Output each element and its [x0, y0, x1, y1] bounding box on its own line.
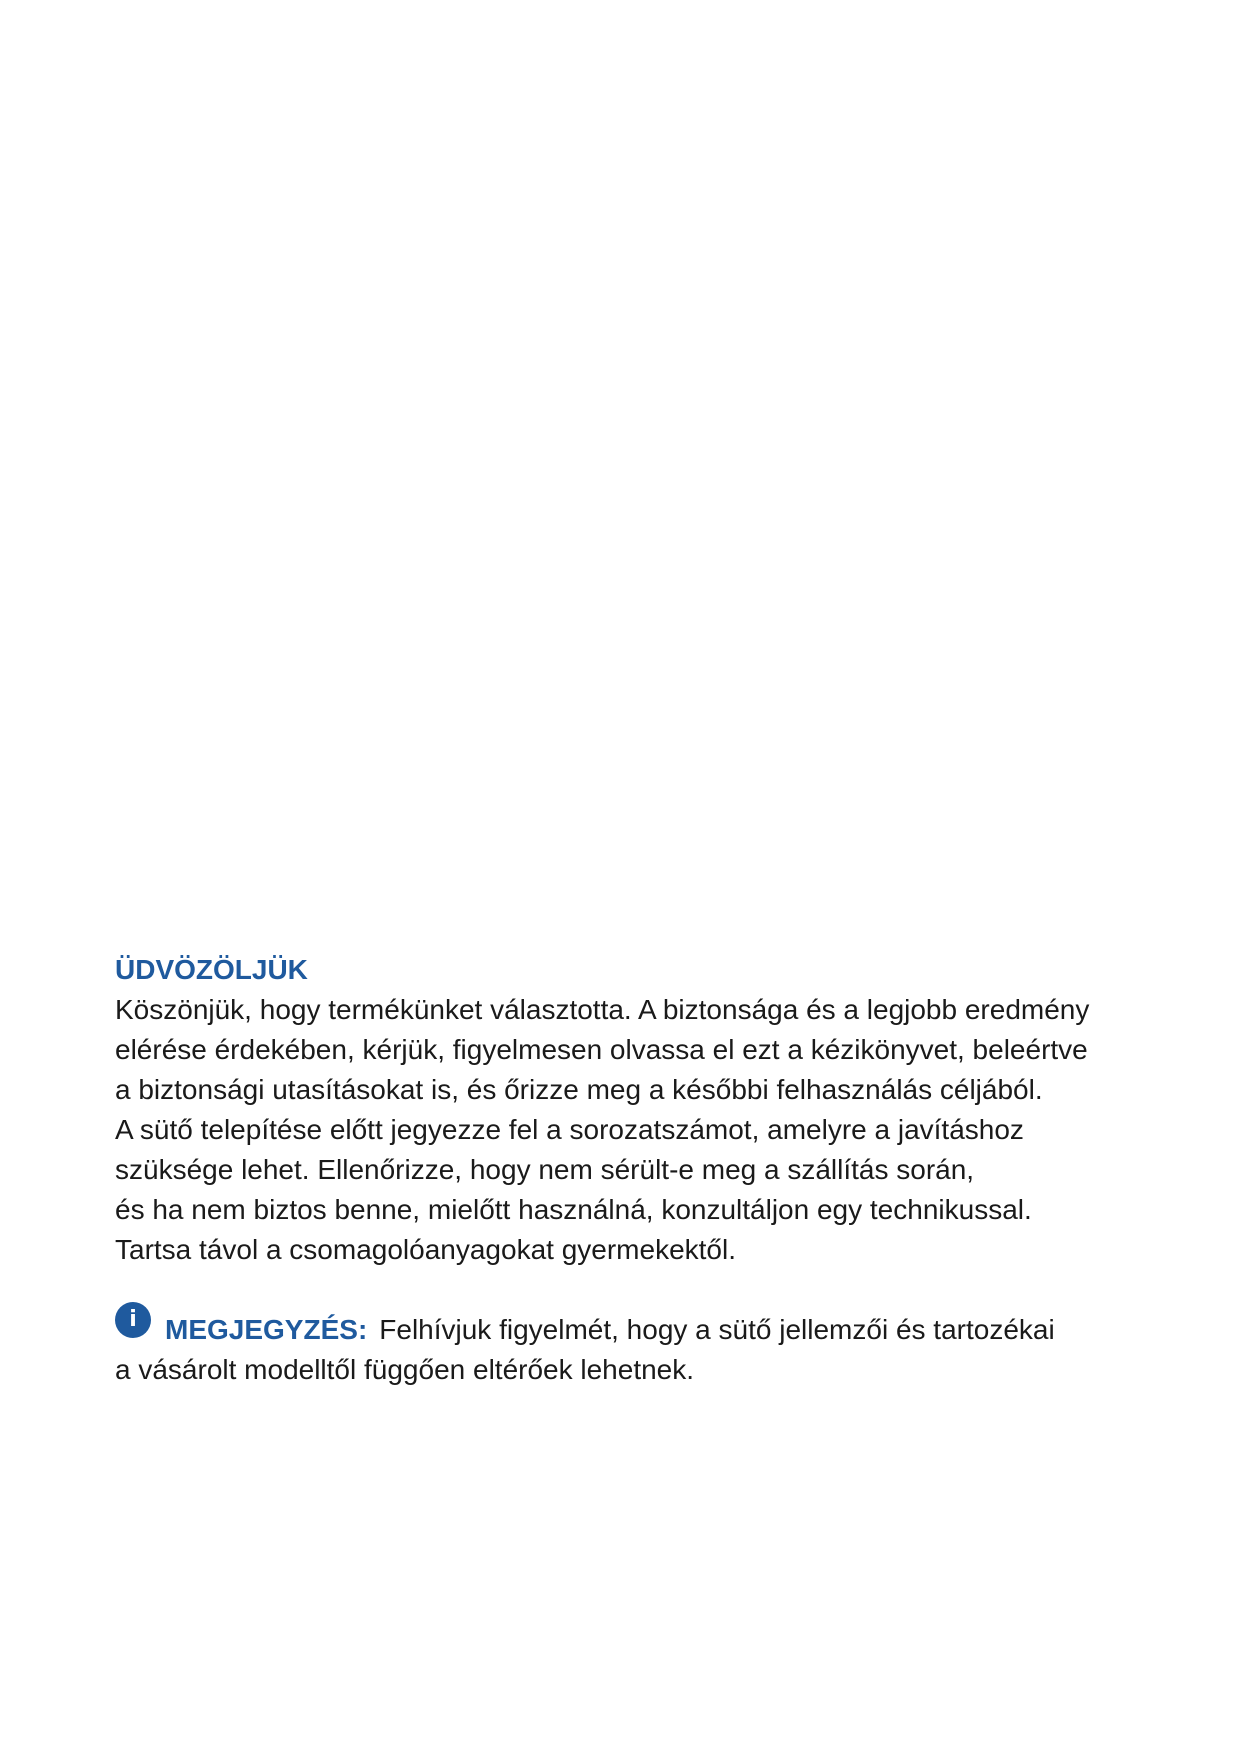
note-label: MEGJEGYZÉS:: [165, 1314, 368, 1345]
body-line-1: Köszönjük, hogy termékünket választotta. A biztonsága és a legjobb eredmény: [115, 994, 1090, 1025]
welcome-section: [115, 950, 1175, 1390]
body-line-3: a biztonsági utasításokat is, és őrizze meg a későbbi felhasználás céljából.: [115, 1074, 1043, 1105]
body-line-6: és ha nem biztos benne, mielőtt használná, konzultáljon egy technikussal.: [115, 1194, 1032, 1225]
paragraph-gap: [115, 1270, 1175, 1310]
body-line-4: A sütő telepítése előtt jegyezze fel a sorozatszámot, amelyre a javításhoz: [115, 1114, 1024, 1145]
body-line-5: szüksége lehet. Ellenőrizze, hogy nem sérült-e meg a szállítás során,: [115, 1154, 975, 1185]
note-line-1: Felhívjuk figyelmét, hogy a sütő jellemzői és tartozékai: [379, 1314, 1055, 1345]
note-block: [115, 1307, 1175, 1350]
section-title: ÜDVÖZÖLJÜK: [115, 954, 308, 985]
info-icon: i: [115, 1302, 151, 1338]
note-line-2: a vásárolt modelltől függően eltérőek lehetnek.: [115, 1354, 695, 1385]
body-line-7: Tartsa távol a csomagolóanyagokat gyermekektől.: [115, 1234, 736, 1265]
body-line-2: elérése érdekében, kérjük, figyelmesen olvassa el ezt a kézikönyvet, beleértve: [115, 1034, 1088, 1065]
